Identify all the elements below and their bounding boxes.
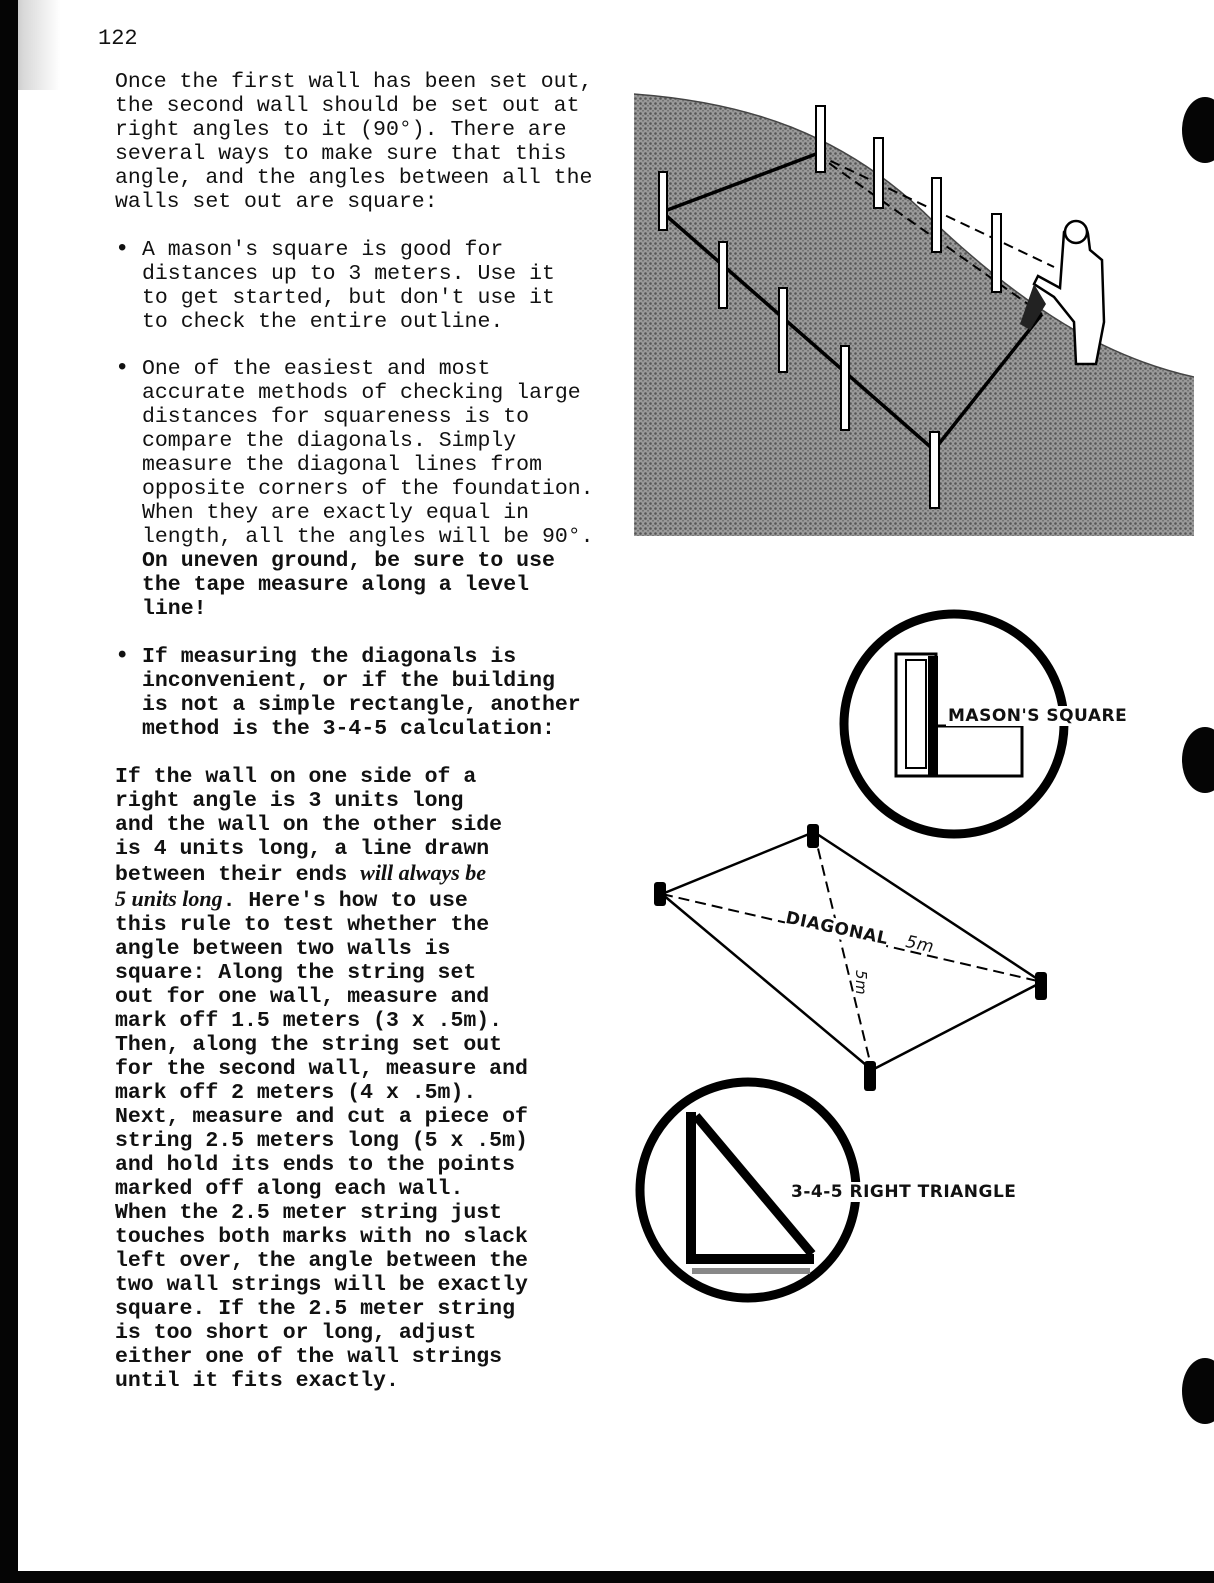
site-stakes-illustration xyxy=(634,92,1194,536)
bullet-mason-square: • A mason's square is good for distances up to 3 meters. Use it to get started, but don't use it to check the entire outline. xyxy=(115,238,655,334)
text-column xyxy=(115,70,655,1393)
bullet-diagonals-note: On uneven ground, be sure to use the tape measure along a level line! xyxy=(142,549,555,621)
length-label-horizontal: 5m xyxy=(903,932,936,958)
scan-border-bottom xyxy=(0,1571,1214,1583)
mason-square-label: MASON'S SQUARE xyxy=(948,706,1128,726)
length-label-vertical: 5m xyxy=(852,970,870,996)
rule-text-b: . Here's how to use this rule to test whether the angle between two walls is square: Along the string set out for one wall, measure and mark off 1.5 meters (3 x .5m). Then, along the string set out for the second wall, measure and mark off 2 meters (4 x .5m). Next, measure and cut a piece of string 2.5 meters long (5 x .5m) and hold its ends to the points marked off along each wall. When the 2.5 meter string just touches both marks with no slack left over, the angle between the two wall strings will be exactly square. If the 2.5 meter string is too short or long, adjust either one of the wall strings until it fits exactly. xyxy=(115,889,528,1393)
right-triangle-label: 3-4-5 RIGHT TRIANGLE xyxy=(788,1182,1019,1202)
mason-square-figure xyxy=(836,608,1076,844)
rule-paragraph xyxy=(115,765,655,1393)
bullet-diagonals xyxy=(115,357,655,621)
rule-text-a: If the wall on one side of a right angle is 3 units long and the wall on the other side is 4 units long, a line drawn between their ends xyxy=(115,765,503,887)
punch-hole-middle xyxy=(1182,727,1214,793)
bullet-3-4-5: • If measuring the diagonals is inconvenient, or if the building is not a simple rectangle, another method is the 3-4-5 calculation: xyxy=(115,645,655,741)
bullet-diagonals-text: • One of the easiest and most accurate methods of checking large distances for squareness is to compare the diagonals. Simply measure the diagonal lines from opposite corners of the foundation. When they are exactly equal in length, all the angles will be 90°. xyxy=(142,357,594,549)
diagonal-label: DIAGONAL xyxy=(783,908,890,950)
page-number: 122 xyxy=(98,26,138,51)
punch-hole-bottom xyxy=(1182,1358,1214,1424)
diagonal-figure xyxy=(642,818,1062,1100)
rule-emphasis: will always be 5 units long xyxy=(115,860,487,911)
scan-border-left xyxy=(0,0,18,1583)
intro-paragraph: Once the first wall has been set out, the second wall should be set out at right angles to it (90°). There are several ways to make sure that this angle, and the angles between all the walls set out are square: xyxy=(115,70,593,214)
